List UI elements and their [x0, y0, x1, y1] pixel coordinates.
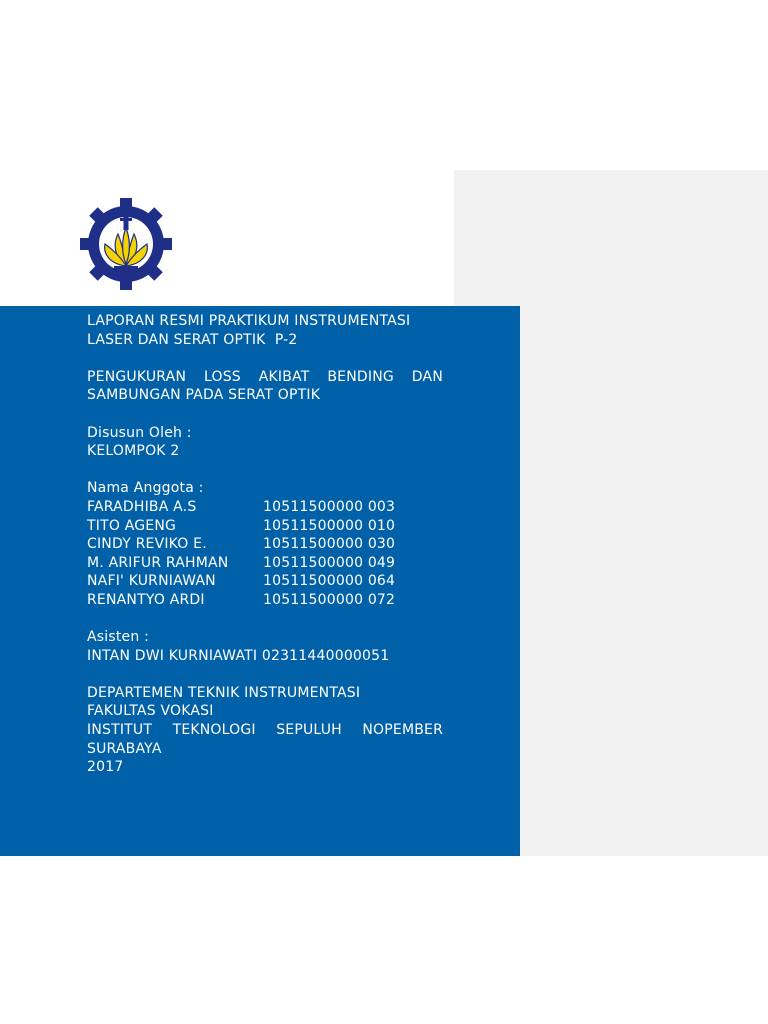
- member-name: TITO AGENG: [87, 517, 177, 534]
- group-name: KELOMPOK 2: [87, 443, 180, 460]
- member-id: 10511500000 049: [263, 554, 396, 571]
- member-row: [87, 498, 443, 517]
- member-name: CINDY REVIKO E.: [87, 536, 207, 553]
- report-subject-line2: SAMBUNGAN PADA SERAT OPTIK: [87, 387, 321, 404]
- member-id: 10511500000 030: [263, 536, 396, 553]
- member-name: RENANTYO ARDI: [87, 591, 205, 608]
- department-name: DEPARTEMEN TEKNIK INSTRUMENTASI: [87, 684, 361, 701]
- member-id: 10511500000 064: [263, 573, 396, 590]
- member-row: [87, 591, 443, 610]
- city-name: SURABAYA: [87, 740, 162, 757]
- compiled-by-label: Disusun Oleh :: [87, 424, 192, 441]
- members-list: [87, 498, 443, 610]
- faculty-name: FAKULTAS VOKASI: [87, 703, 214, 720]
- member-row: [87, 535, 443, 554]
- report-subject-line1: PENGUKURAN LOSS AKIBAT BENDING DAN: [87, 368, 443, 385]
- member-id: 10511500000 072: [263, 591, 396, 608]
- member-row: [87, 554, 443, 573]
- member-id: 10511500000 003: [263, 498, 396, 515]
- member-name: NAFI' KURNIAWAN: [87, 573, 216, 590]
- member-row: [87, 572, 443, 591]
- member-row: [87, 517, 443, 536]
- report-title-line1: LAPORAN RESMI PRAKTIKUM INSTRUMENTASI: [87, 313, 411, 329]
- institute-name: INSTITUT TEKNOLOGI SEPULUH NOPEMBER: [87, 722, 443, 739]
- cover-text: [87, 312, 443, 777]
- report-year: 2017: [87, 759, 124, 776]
- member-name: M. ARIFUR RAHMAN: [87, 554, 229, 571]
- its-gear-logo-icon: [76, 196, 176, 292]
- assistant-label: Asisten :: [87, 629, 149, 646]
- member-id: 10511500000 010: [263, 517, 396, 534]
- member-name: FARADHIBA A.S: [87, 498, 197, 515]
- report-title-line2: LASER DAN SERAT OPTIK P-2: [87, 331, 298, 348]
- assistant-name: INTAN DWI KURNIAWATI 02311440000051: [87, 647, 390, 664]
- members-label: Nama Anggota :: [87, 480, 204, 497]
